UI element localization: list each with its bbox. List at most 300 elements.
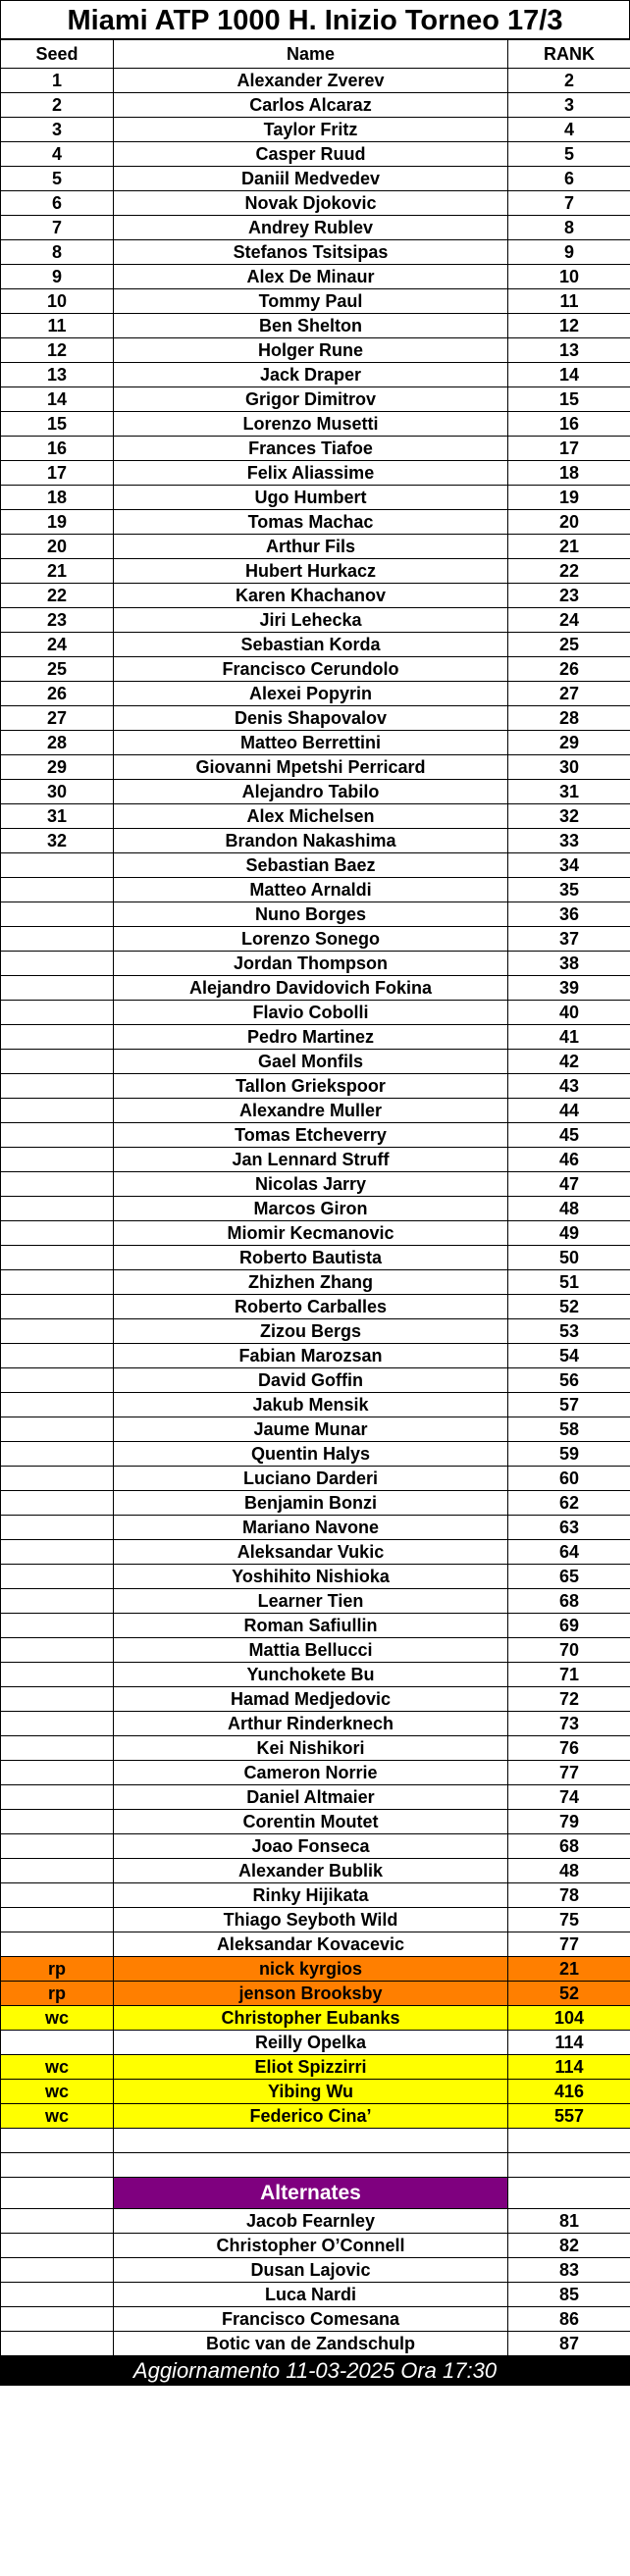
player-row (1, 657, 630, 682)
player-row (1, 1565, 630, 1589)
alternate-seed (1, 2332, 114, 2356)
player-seed (1, 1589, 114, 1614)
player-seed: 10 (1, 289, 114, 314)
player-name: Grigor Dimitrov (114, 387, 508, 412)
player-seed: 29 (1, 755, 114, 780)
alternate-row (1, 2332, 630, 2356)
player-rank: 6 (508, 167, 630, 191)
player-seed: 5 (1, 167, 114, 191)
player-rank: 40 (508, 1001, 630, 1025)
player-seed: 18 (1, 486, 114, 510)
player-name: Gael Monfils (114, 1050, 508, 1074)
player-rank: 33 (508, 829, 630, 853)
player-seed (1, 1883, 114, 1908)
player-row (1, 902, 630, 927)
player-seed (1, 1050, 114, 1074)
player-row (1, 755, 630, 780)
player-row (1, 1883, 630, 1908)
player-row (1, 437, 630, 461)
player-seed (1, 1467, 114, 1491)
player-name: Cameron Norrie (114, 1761, 508, 1785)
player-row (1, 1172, 630, 1197)
player-name: Aleksandar Kovacevic (114, 1932, 508, 1957)
player-seed: 14 (1, 387, 114, 412)
player-row (1, 1270, 630, 1295)
player-seed (1, 1540, 114, 1565)
player-rank: 49 (508, 1221, 630, 1246)
player-name: Jack Draper (114, 363, 508, 387)
player-rank: 75 (508, 1908, 630, 1932)
alternate-rank: 85 (508, 2283, 630, 2307)
player-seed (1, 976, 114, 1001)
player-rank: 42 (508, 1050, 630, 1074)
player-row (1, 461, 630, 486)
player-name: Pedro Martinez (114, 1025, 508, 1050)
player-name: Ugo Humbert (114, 486, 508, 510)
player-seed: wc (1, 2104, 114, 2129)
player-name: nick kyrgios (114, 1957, 508, 1982)
player-name: Benjamin Bonzi (114, 1491, 508, 1516)
player-seed (1, 1393, 114, 1417)
column-header-row (1, 40, 630, 69)
alternates-header-row (1, 2178, 630, 2209)
player-name: Nuno Borges (114, 902, 508, 927)
player-seed: 11 (1, 314, 114, 338)
player-row (1, 1663, 630, 1687)
player-rank: 17 (508, 437, 630, 461)
player-name: Mariano Navone (114, 1516, 508, 1540)
alternate-name: Luca Nardi (114, 2283, 508, 2307)
player-rank: 5 (508, 142, 630, 167)
player-name: Alex Michelsen (114, 804, 508, 829)
player-row (1, 69, 630, 93)
player-row (1, 1197, 630, 1221)
player-row (1, 1074, 630, 1099)
player-row (1, 1957, 630, 1982)
player-name: Matteo Berrettini (114, 731, 508, 755)
player-seed: 7 (1, 216, 114, 240)
alternate-rank: 82 (508, 2234, 630, 2258)
player-seed (1, 1148, 114, 1172)
player-rank: 70 (508, 1638, 630, 1663)
player-row (1, 780, 630, 804)
player-name: Daniil Medvedev (114, 167, 508, 191)
player-name: Alejandro Davidovich Fokina (114, 976, 508, 1001)
alternate-row (1, 2258, 630, 2283)
player-name: Learner Tien (114, 1589, 508, 1614)
empty-row (1, 2129, 630, 2153)
player-rank: 18 (508, 461, 630, 486)
player-rank: 76 (508, 1736, 630, 1761)
player-name: Eliot Spizzirri (114, 2055, 508, 2080)
player-rank: 34 (508, 853, 630, 878)
player-name: Miomir Kecmanovic (114, 1221, 508, 1246)
player-rank: 4 (508, 118, 630, 142)
player-rank: 15 (508, 387, 630, 412)
player-rank: 65 (508, 1565, 630, 1589)
player-rank: 77 (508, 1761, 630, 1785)
player-rank: 27 (508, 682, 630, 706)
player-row (1, 878, 630, 902)
player-name: Ben Shelton (114, 314, 508, 338)
player-rank: 38 (508, 952, 630, 976)
player-rank: 54 (508, 1344, 630, 1368)
player-name: Tallon Griekspoor (114, 1074, 508, 1099)
player-seed: wc (1, 2080, 114, 2104)
player-seed (1, 1687, 114, 1712)
player-rank: 7 (508, 191, 630, 216)
player-name: Arthur Rinderknech (114, 1712, 508, 1736)
player-row (1, 486, 630, 510)
player-name: Novak Djokovic (114, 191, 508, 216)
player-rank: 45 (508, 1123, 630, 1148)
player-name: Zizou Bergs (114, 1319, 508, 1344)
player-row (1, 1148, 630, 1172)
player-seed: 21 (1, 559, 114, 584)
player-seed: 9 (1, 265, 114, 289)
player-row (1, 1001, 630, 1025)
player-rank: 13 (508, 338, 630, 363)
player-rank: 50 (508, 1246, 630, 1270)
player-seed (1, 902, 114, 927)
player-seed (1, 1834, 114, 1859)
player-name: Joao Fonseca (114, 1834, 508, 1859)
empty-cell (1, 2129, 114, 2153)
player-row (1, 93, 630, 118)
alternate-name: Francisco Comesana (114, 2307, 508, 2332)
player-row (1, 167, 630, 191)
player-rank: 69 (508, 1614, 630, 1638)
player-seed (1, 1123, 114, 1148)
player-name: Andrey Rublev (114, 216, 508, 240)
player-seed: 23 (1, 608, 114, 633)
player-row (1, 829, 630, 853)
player-name: Tommy Paul (114, 289, 508, 314)
player-rank: 3 (508, 93, 630, 118)
player-rank: 74 (508, 1785, 630, 1810)
player-seed (1, 1614, 114, 1638)
player-seed (1, 1246, 114, 1270)
player-rank: 73 (508, 1712, 630, 1736)
player-rank: 62 (508, 1491, 630, 1516)
player-rank: 10 (508, 265, 630, 289)
player-row (1, 1368, 630, 1393)
player-seed (1, 1319, 114, 1344)
player-rank: 8 (508, 216, 630, 240)
player-rank: 36 (508, 902, 630, 927)
player-name: jenson Brooksby (114, 1982, 508, 2006)
player-rank: 68 (508, 1834, 630, 1859)
player-seed: 15 (1, 412, 114, 437)
alternate-seed (1, 2258, 114, 2283)
player-seed (1, 1001, 114, 1025)
player-row (1, 2080, 630, 2104)
player-rank: 37 (508, 927, 630, 952)
player-seed (1, 1908, 114, 1932)
alternate-row (1, 2234, 630, 2258)
alternate-name: Botic van de Zandschulp (114, 2332, 508, 2356)
player-rank: 39 (508, 976, 630, 1001)
player-name: Hubert Hurkacz (114, 559, 508, 584)
player-name: David Goffin (114, 1368, 508, 1393)
player-row (1, 314, 630, 338)
player-seed (1, 1712, 114, 1736)
empty-cell (1, 2178, 114, 2209)
player-rank: 557 (508, 2104, 630, 2129)
player-row (1, 1810, 630, 1834)
player-rank: 21 (508, 1957, 630, 1982)
player-name: Alejandro Tabilo (114, 780, 508, 804)
player-rank: 71 (508, 1663, 630, 1687)
player-row (1, 1614, 630, 1638)
player-name: Hamad Medjedovic (114, 1687, 508, 1712)
player-row (1, 535, 630, 559)
name-column-header: Name (114, 40, 508, 69)
player-rank: 56 (508, 1368, 630, 1393)
player-seed (1, 927, 114, 952)
player-row (1, 1712, 630, 1736)
player-seed: 28 (1, 731, 114, 755)
player-rank: 114 (508, 2055, 630, 2080)
player-seed: 22 (1, 584, 114, 608)
player-rank: 58 (508, 1417, 630, 1442)
alternate-name: Christopher O’Connell (114, 2234, 508, 2258)
player-name: Jakub Mensik (114, 1393, 508, 1417)
player-rank: 43 (508, 1074, 630, 1099)
player-seed: 13 (1, 363, 114, 387)
player-name: Jan Lennard Struff (114, 1148, 508, 1172)
player-name: Nicolas Jarry (114, 1172, 508, 1197)
player-rank: 28 (508, 706, 630, 731)
player-seed: 8 (1, 240, 114, 265)
player-name: Marcos Giron (114, 1197, 508, 1221)
player-row (1, 952, 630, 976)
player-name: Brandon Nakashima (114, 829, 508, 853)
player-row (1, 1467, 630, 1491)
player-name: Jordan Thompson (114, 952, 508, 976)
player-rank: 11 (508, 289, 630, 314)
player-row (1, 240, 630, 265)
player-seed (1, 1859, 114, 1883)
empty-cell (114, 2129, 508, 2153)
player-rank: 48 (508, 1859, 630, 1883)
player-name: Rinky Hijikata (114, 1883, 508, 1908)
player-name: Carlos Alcaraz (114, 93, 508, 118)
player-row (1, 1540, 630, 1565)
player-name: Federico Cina’ (114, 2104, 508, 2129)
player-seed (1, 1295, 114, 1319)
player-seed (1, 1516, 114, 1540)
player-row (1, 1982, 630, 2006)
player-row (1, 682, 630, 706)
player-name: Corentin Moutet (114, 1810, 508, 1834)
player-name: Lorenzo Sonego (114, 927, 508, 952)
player-rank: 52 (508, 1295, 630, 1319)
player-row (1, 853, 630, 878)
player-row (1, 1932, 630, 1957)
player-rank: 25 (508, 633, 630, 657)
player-seed (1, 952, 114, 976)
player-name: Jiri Lehecka (114, 608, 508, 633)
player-seed (1, 1172, 114, 1197)
player-name: Thiago Seyboth Wild (114, 1908, 508, 1932)
empty-row (1, 2153, 630, 2178)
player-name: Fabian Marozsan (114, 1344, 508, 1368)
player-row (1, 706, 630, 731)
empty-cell (508, 2129, 630, 2153)
player-row (1, 387, 630, 412)
player-name: Yoshihito Nishioka (114, 1565, 508, 1589)
player-name: Sebastian Baez (114, 853, 508, 878)
alternate-rank: 81 (508, 2209, 630, 2234)
player-name: Stefanos Tsitsipas (114, 240, 508, 265)
player-seed: 26 (1, 682, 114, 706)
player-name: Daniel Altmaier (114, 1785, 508, 1810)
player-seed: 32 (1, 829, 114, 853)
update-footer: Aggiornamento 11-03-2025 Ora 17:30 (0, 2356, 630, 2386)
player-seed (1, 1565, 114, 1589)
alternate-name: Jacob Fearnley (114, 2209, 508, 2234)
player-row (1, 1099, 630, 1123)
player-name: Matteo Arnaldi (114, 878, 508, 902)
player-name: Sebastian Korda (114, 633, 508, 657)
player-rank: 12 (508, 314, 630, 338)
player-name: Alexandre Muller (114, 1099, 508, 1123)
player-rank: 53 (508, 1319, 630, 1344)
player-seed (1, 1442, 114, 1467)
player-row (1, 1859, 630, 1883)
player-row (1, 412, 630, 437)
player-rank: 48 (508, 1197, 630, 1221)
player-seed: 3 (1, 118, 114, 142)
player-name: Holger Rune (114, 338, 508, 363)
player-seed: 1 (1, 69, 114, 93)
alternate-row (1, 2307, 630, 2332)
player-name: Giovanni Mpetshi Perricard (114, 755, 508, 780)
player-rank: 30 (508, 755, 630, 780)
player-seed (1, 1736, 114, 1761)
player-seed (1, 1663, 114, 1687)
player-rank: 44 (508, 1099, 630, 1123)
player-rank: 79 (508, 1810, 630, 1834)
alternate-row (1, 2209, 630, 2234)
player-row (1, 289, 630, 314)
player-rank: 47 (508, 1172, 630, 1197)
player-rank: 114 (508, 2031, 630, 2055)
player-seed (1, 1638, 114, 1663)
player-seed (1, 1344, 114, 1368)
player-seed (1, 1099, 114, 1123)
entry-list-body (1, 40, 630, 2356)
player-name: Roberto Bautista (114, 1246, 508, 1270)
player-seed (1, 1270, 114, 1295)
player-name: Luciano Darderi (114, 1467, 508, 1491)
player-row (1, 1295, 630, 1319)
player-seed: 30 (1, 780, 114, 804)
player-name: Alexander Zverev (114, 69, 508, 93)
player-name: Kei Nishikori (114, 1736, 508, 1761)
player-row (1, 1393, 630, 1417)
player-rank: 31 (508, 780, 630, 804)
player-rank: 77 (508, 1932, 630, 1957)
player-rank: 63 (508, 1516, 630, 1540)
player-name: Mattia Bellucci (114, 1638, 508, 1663)
player-seed: 20 (1, 535, 114, 559)
player-row (1, 1344, 630, 1368)
player-row (1, 510, 630, 535)
player-rank: 26 (508, 657, 630, 682)
player-seed: 16 (1, 437, 114, 461)
player-row (1, 363, 630, 387)
player-row (1, 2055, 630, 2080)
player-seed (1, 1074, 114, 1099)
player-seed (1, 1932, 114, 1957)
player-row (1, 1123, 630, 1148)
seed-column-header: Seed (1, 40, 114, 69)
player-seed: rp (1, 1957, 114, 1982)
player-row (1, 1491, 630, 1516)
player-row (1, 1025, 630, 1050)
player-row (1, 191, 630, 216)
player-row (1, 1417, 630, 1442)
player-name: Alexander Bublik (114, 1859, 508, 1883)
player-name: Alexei Popyrin (114, 682, 508, 706)
empty-cell (114, 2153, 508, 2178)
player-seed (1, 1491, 114, 1516)
player-row (1, 1761, 630, 1785)
player-rank: 24 (508, 608, 630, 633)
player-seed: 4 (1, 142, 114, 167)
player-row (1, 731, 630, 755)
player-row (1, 584, 630, 608)
player-name: Denis Shapovalov (114, 706, 508, 731)
player-seed: wc (1, 2006, 114, 2031)
player-seed (1, 2031, 114, 2055)
empty-cell (1, 2153, 114, 2178)
player-row (1, 1908, 630, 1932)
player-name: Arthur Fils (114, 535, 508, 559)
player-row (1, 1246, 630, 1270)
player-seed: 25 (1, 657, 114, 682)
player-seed (1, 853, 114, 878)
player-seed (1, 1025, 114, 1050)
player-row (1, 976, 630, 1001)
player-rank: 78 (508, 1883, 630, 1908)
alternates-title: Alternates (114, 2178, 508, 2209)
player-name: Yibing Wu (114, 2080, 508, 2104)
alternate-seed (1, 2307, 114, 2332)
alternate-name: Dusan Lajovic (114, 2258, 508, 2283)
player-row (1, 142, 630, 167)
player-name: Christopher Eubanks (114, 2006, 508, 2031)
player-rank: 32 (508, 804, 630, 829)
player-rank: 16 (508, 412, 630, 437)
player-seed (1, 878, 114, 902)
player-seed (1, 1417, 114, 1442)
player-seed: 31 (1, 804, 114, 829)
player-row (1, 608, 630, 633)
player-row (1, 1687, 630, 1712)
player-rank: 35 (508, 878, 630, 902)
player-name: Tomas Etcheverry (114, 1123, 508, 1148)
player-name: Reilly Opelka (114, 2031, 508, 2055)
player-rank: 23 (508, 584, 630, 608)
player-seed (1, 1368, 114, 1393)
page-title: Miami ATP 1000 H. Inizio Torneo 17/3 (0, 0, 630, 39)
player-seed (1, 1785, 114, 1810)
player-rank: 41 (508, 1025, 630, 1050)
player-row (1, 1638, 630, 1663)
